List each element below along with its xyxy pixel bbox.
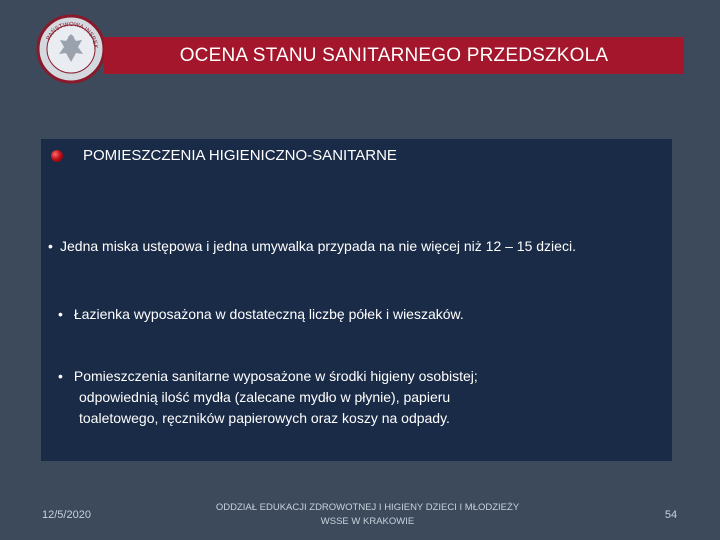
list-item-text: Jedna miska ustępowa i jedna umywalka przypada na nie więcej niż 12 – 15 dzieci.: [60, 238, 576, 254]
sanepid-logo: [36, 14, 106, 84]
list-item-text: Łazienka wyposażona w dostateczną liczbę półek i wieszaków.: [73, 306, 464, 322]
bullet-ball-icon: [51, 150, 63, 162]
bullet-dot-icon: •: [48, 238, 53, 254]
content-box: [41, 139, 672, 461]
list-item-text-line: odpowiednią ilość mydła (zalecane mydło w płynie), papieru: [79, 389, 451, 405]
footer-date: 12/5/2020: [42, 509, 91, 521]
title-bar: [104, 37, 684, 74]
list-item: [48, 236, 688, 257]
heading-row: [51, 147, 397, 164]
page-number: 54: [664, 509, 678, 521]
list-item: [58, 366, 658, 429]
bullet-dot-icon: •: [58, 306, 63, 322]
logo-text: PAŃSTWOWA INSPEK: [45, 21, 99, 49]
list-item: [58, 304, 658, 325]
section-heading: POMIESZCZENIA HIGIENICZNO-SANITARNE: [83, 147, 397, 164]
footer-org-line: WSSE W KRAKOWIE: [320, 516, 415, 527]
slide-title: OCENA STANU SANITARNEGO PRZEDSZKOLA: [179, 44, 609, 66]
list-item-text-line: Pomieszczenia sanitarne wyposażone w środki higieny osobistej;: [73, 368, 478, 384]
bullet-dot-icon: •: [58, 368, 63, 384]
footer-org-line: ODDZIAŁ EDUKACJI ZDROWOTNEJ I HIGIENY DZIECI I MŁODZIEŻY: [215, 502, 520, 513]
footer-organization: [190, 501, 545, 529]
list-item-text-line: toaletowego, ręczników papierowych oraz koszy na odpady.: [79, 410, 450, 426]
